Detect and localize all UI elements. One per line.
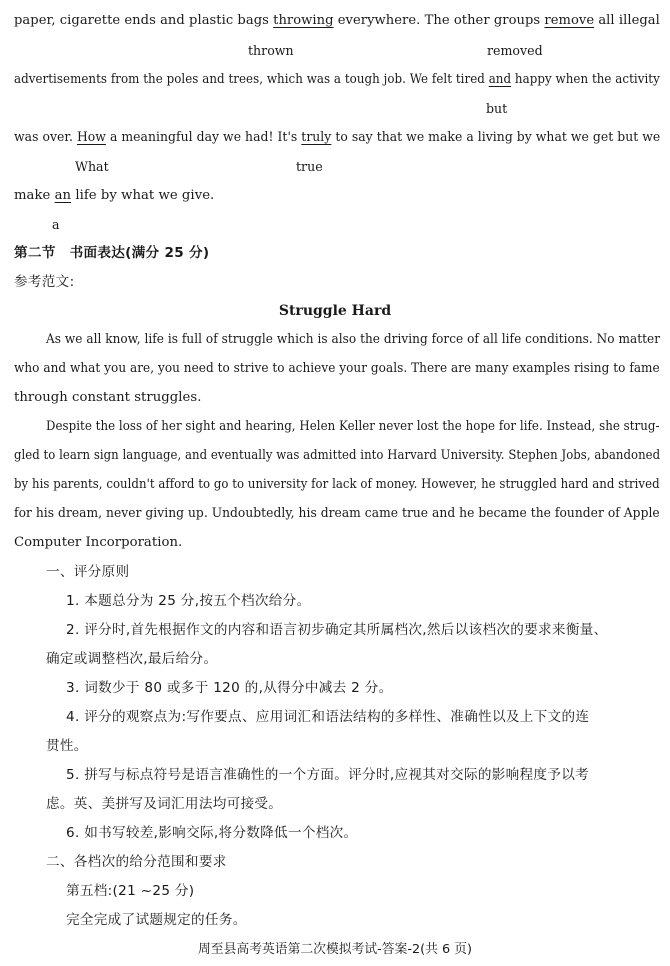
correction-line-1 bbox=[14, 12, 660, 30]
correction-word: a bbox=[52, 217, 60, 232]
text-segment: life by what we give. bbox=[71, 188, 215, 203]
text-segment: make bbox=[14, 188, 55, 203]
essay-line: for his dream, never giving up. Undoubtedly, his dream came true and he became the founder of Apple bbox=[14, 506, 660, 521]
error-word: remove bbox=[544, 13, 595, 28]
text-segment: paper, cigarette ends and plastic bags bbox=[14, 13, 274, 28]
essay-line: gled to learn sign language, and eventually was admitted into Harvard University. Stephen Jobs, abandoned bbox=[14, 448, 661, 463]
correction-word: What bbox=[75, 159, 109, 174]
text-segment: to say that we make a living by what we get but we bbox=[331, 130, 661, 145]
text-segment: a meaningful day we had! It's bbox=[105, 130, 302, 145]
error-word: throwing bbox=[273, 13, 334, 28]
scoring-rule: 6. 如书写较差,影响交际,将分数降低一个档次。 bbox=[66, 825, 358, 841]
error-word: truly bbox=[301, 130, 332, 145]
scoring-rule: 1. 本题总分为 25 分,按五个档次给分。 bbox=[66, 593, 311, 609]
essay-line: Computer Incorporation. bbox=[14, 535, 183, 550]
principles-heading: 一、评分原则 bbox=[46, 564, 130, 580]
essay-line: As we all know, life is full of struggle which is also the driving force of all life conditions. No matter bbox=[46, 332, 661, 347]
scoring-rule: 确定或调整档次,最后给分。 bbox=[46, 651, 218, 667]
page-footer: 周至县高考英语第二次模拟考试-答案-2(共 6 页) bbox=[198, 942, 472, 957]
scoring-rule: 虑。英、美拼写及词汇用法均可接受。 bbox=[46, 796, 283, 812]
scoring-rule: 2. 评分时,首先根据作文的内容和语言初步确定其所属档次,然后以该档次的要求来衡量、 bbox=[66, 622, 608, 638]
scoring-rule: 3. 词数少于 80 或多于 120 的,从得分中减去 2 分。 bbox=[66, 680, 393, 696]
correction-line-3 bbox=[14, 129, 660, 147]
reference-label: 参考范文: bbox=[14, 274, 75, 290]
levels-heading: 二、各档次的给分范围和要求 bbox=[46, 854, 227, 870]
scoring-rule: 5. 拼写与标点符号是语言准确性的一个方面。评分时,应视其对交际的影响程度予以考 bbox=[66, 767, 589, 783]
scoring-rule: 贯性。 bbox=[46, 738, 88, 754]
scoring-rule: 4. 评分的观察点为:写作要点、应用词汇和语法结构的多样性、准确性以及上下文的连 bbox=[66, 709, 590, 725]
essay-title: Struggle Hard bbox=[278, 303, 392, 319]
essay-line: who and what you are, you need to strive to achieve your goals. There are many examples rising to fame bbox=[14, 361, 660, 376]
text-segment: was over. bbox=[14, 130, 77, 145]
text-segment: advertisements from the poles and trees, which was a tough job. We felt tired bbox=[14, 72, 489, 87]
text-segment: happy when the activity bbox=[511, 72, 660, 87]
text-segment: everywhere. The other groups bbox=[333, 13, 545, 28]
correction-word: removed bbox=[487, 43, 543, 58]
correction-word: but bbox=[486, 101, 508, 116]
level5-label: 第五档:(21 ~25 分) bbox=[66, 883, 195, 899]
error-word: an bbox=[54, 188, 72, 203]
text-segment: all illegal bbox=[594, 13, 660, 28]
correction-word: true bbox=[296, 159, 323, 174]
correction-line-4 bbox=[14, 187, 214, 205]
essay-line: Despite the loss of her sight and hearing, Helen Keller never lost the hope for life. Instead, she strug- bbox=[46, 419, 660, 434]
level5-description: 完全完成了试题规定的任务。 bbox=[66, 912, 247, 928]
essay-line: through constant struggles. bbox=[14, 390, 202, 405]
correction-word: thrown bbox=[248, 43, 294, 58]
error-word: How bbox=[76, 130, 106, 145]
essay-line: by his parents, couldn't afford to go to university for lack of money. However, he struggled hard and strived bbox=[14, 477, 660, 492]
correction-line-2 bbox=[14, 71, 660, 89]
section-heading: 第二节 书面表达(满分 25 分) bbox=[14, 245, 210, 261]
error-word: and bbox=[488, 72, 512, 87]
